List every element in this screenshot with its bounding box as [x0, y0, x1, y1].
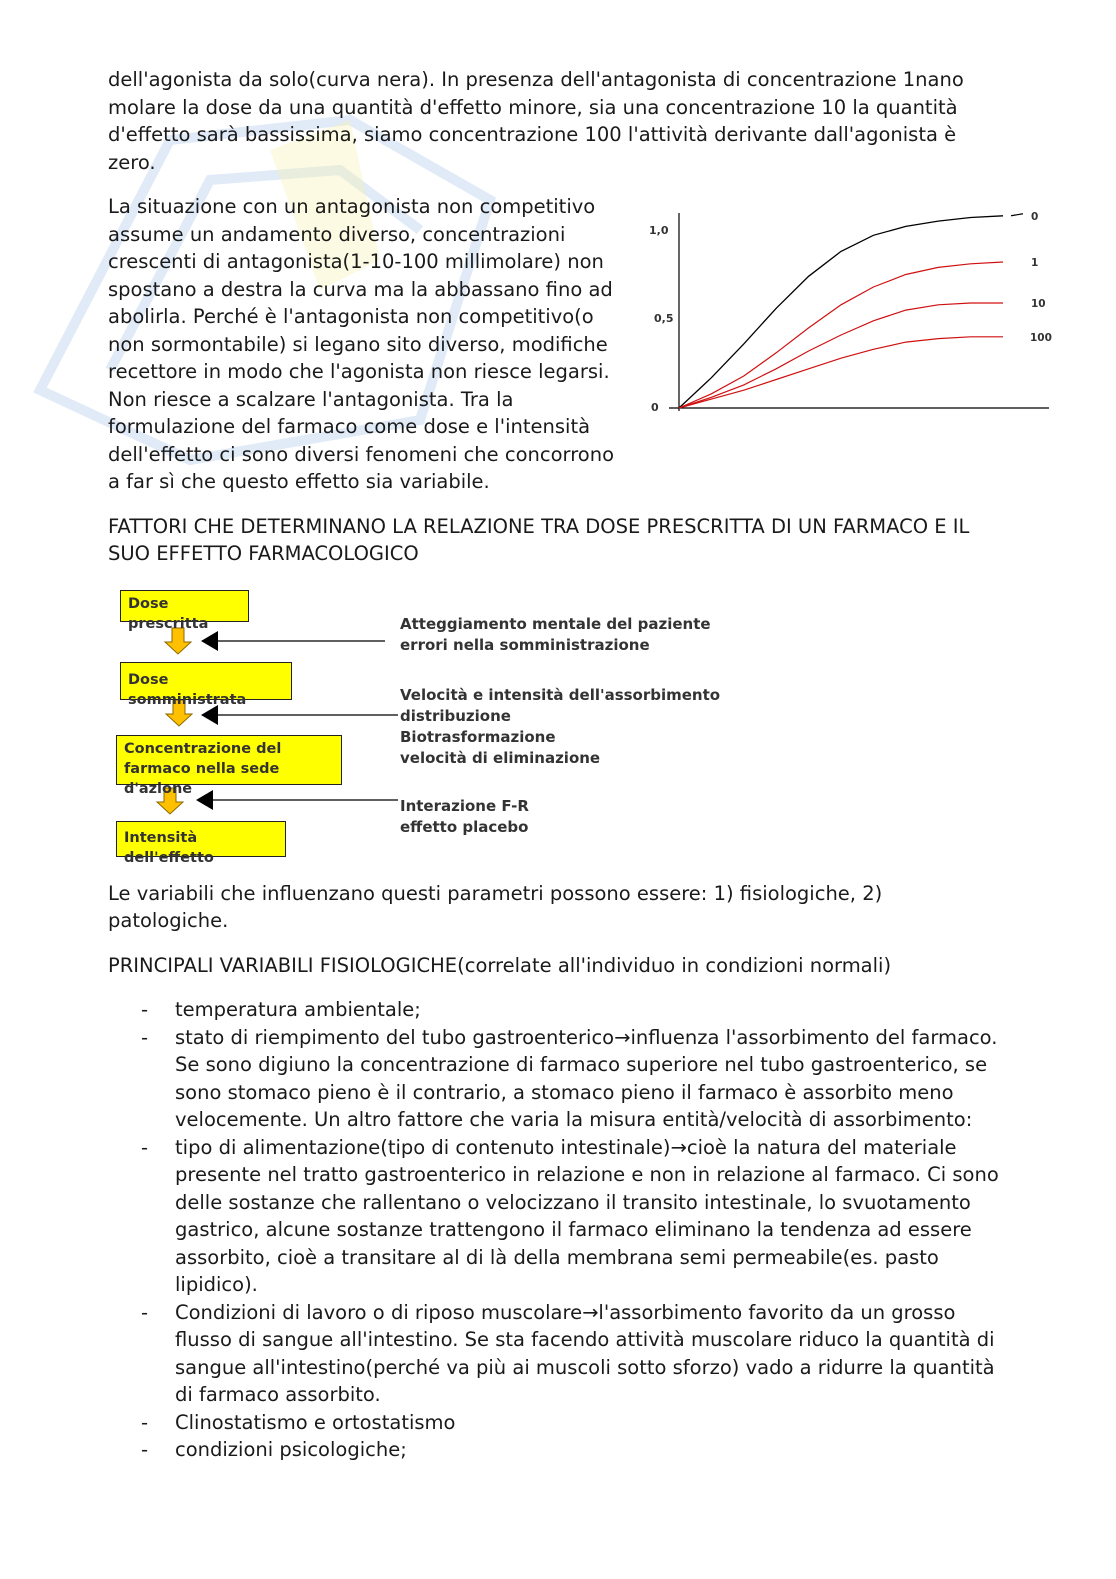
y-tick-label-05: 0,5: [654, 312, 674, 325]
factors-pharmacokinetics: [400, 685, 720, 769]
paragraph-variables: Le variabili che influenzano questi parametri possono essere: 1) fisiologiche, 2) patologiche.: [108, 881, 883, 932]
box-dose-somministrata: Dose somministrata: [120, 662, 292, 700]
factor-line: Biotrasformazione: [400, 727, 556, 746]
series-line-10: [679, 303, 1003, 408]
box-concentrazione-farmaco: Concentrazione del farmaco nella sede d'azione: [116, 735, 342, 785]
factor-line: Atteggiamento mentale del paziente: [400, 614, 711, 633]
pointer-arrow-1: [201, 631, 218, 651]
pointer-arrow-3: [196, 790, 213, 810]
factor-line: errori nella somministrazione: [400, 635, 650, 654]
series-label-0: 0: [1031, 210, 1039, 223]
list-item: - stato di riempimento del tubo gastroenterico→influenza l'assorbimento del farmaco. Se sono digiuno la concentrazione di farmaco superiore nel tubo gastroenterico, se sono stomaco pieno è il contrario, a stomaco pieno il farmaco è assorbito meno velocemente. Un altro fattore che varia la misura entità/velocità di assorbimento:: [108, 1024, 1008, 1134]
series-label-100: 100: [1030, 331, 1052, 344]
dose-effect-flowchart: [108, 582, 1008, 872]
list-item: - Condizioni di lavoro o di riposo muscolare→l'assorbimento favorito da un grosso flusso di sangue all'intestino. Se sta facendo attività muscolare riduco la quantità di sangue all'intestino(perché va più ai muscoli sotto sforzo) vado a ridurre la quantità di farmaco assorbito.: [108, 1299, 1008, 1409]
section-heading: FATTORI CHE DETERMINANO LA RELAZIONE TRA DOSE PRESCRITTA DI UN FARMACO E IL SUO EFFETTO FARMACOLOGICO: [108, 514, 970, 565]
physiological-variables-heading: PRINCIPALI VARIABILI FISIOLOGICHE(correlate all'individuo in condizioni normali): [108, 953, 892, 977]
box-intensita-effetto: Intensità dell'effetto: [116, 821, 286, 857]
noncompetitive-section: [108, 193, 1052, 496]
series-label-10: 10: [1031, 297, 1046, 310]
factors-interaction: [400, 796, 529, 838]
list-item: - Clinostatismo e ortostatismo: [108, 1409, 1008, 1437]
series-line-100: [679, 337, 1003, 408]
box-dose-prescritta: Dose prescritta: [120, 590, 249, 622]
series-label-leader-0: [1011, 214, 1023, 216]
y-tick-label-1: 1,0: [649, 224, 669, 237]
list-item: - tipo di alimentazione(tipo di contenuto intestinale)→cioè la natura del materiale presente nel tratto gastroenterico in relazione e non in relazione al farmaco. Ci sono delle sostanze che rallentano o velocizzano il transito intestinale, lo svuotamento gastrico, alcune sostanze trattengono il farmaco eliminano la tendenza ad essere assorbito, cioè a transitare al di là della membrana semi permeabile(es. pasto lipidico).: [108, 1134, 1008, 1299]
factors-patient: [400, 614, 711, 656]
factor-line: velocità di eliminazione: [400, 748, 601, 767]
series-line-0: [679, 216, 1003, 408]
document-page: [108, 66, 1052, 1464]
series-label-1: 1: [1031, 257, 1039, 270]
list-item: - condizioni psicologiche;: [108, 1436, 1008, 1464]
factor-line: Velocità e intensità dell'assorbimento: [400, 685, 721, 704]
paragraph-noncompetitive: La situazione con un antagonista non competitivo assume un andamento diverso, concentrazioni crescenti di antagonista(1-10-100 millimolare) non spostano a destra la curva ma la abbassano fino ad abolirla. Perché è l'antagonista non competitivo(o non sormontabile) si legano sito diverso, modifiche recettore in modo che l'agonista non riesce legarsi. Non riesce a scalzare l'antagonista. Tra la formulazione del farmaco come dose e l'intensità dell'effetto ci sono diversi fenomeni che concorrono a far sì che questo effetto sia variabile.: [108, 195, 615, 493]
paragraph-agonist-curve: dell'agonista da solo(curva nera). In presenza dell'antagonista di concentrazione 1nano molare la dose da una quantità d'effetto minore, sia una concentrazione 10 la quantità d'effetto sarà bassissima, siamo concentrazione 100 l'attività derivante dall'agonista è zero.: [108, 68, 964, 174]
physiological-variables-list: [108, 996, 1008, 1464]
factor-line: distribuzione: [400, 706, 511, 725]
factor-line: Interazione F-R: [400, 796, 529, 815]
factor-line: effetto placebo: [400, 817, 529, 836]
dose-response-chart: [635, 193, 1075, 423]
list-item: - temperatura ambientale;: [108, 996, 1008, 1024]
y-tick-label-0: 0: [651, 401, 659, 414]
